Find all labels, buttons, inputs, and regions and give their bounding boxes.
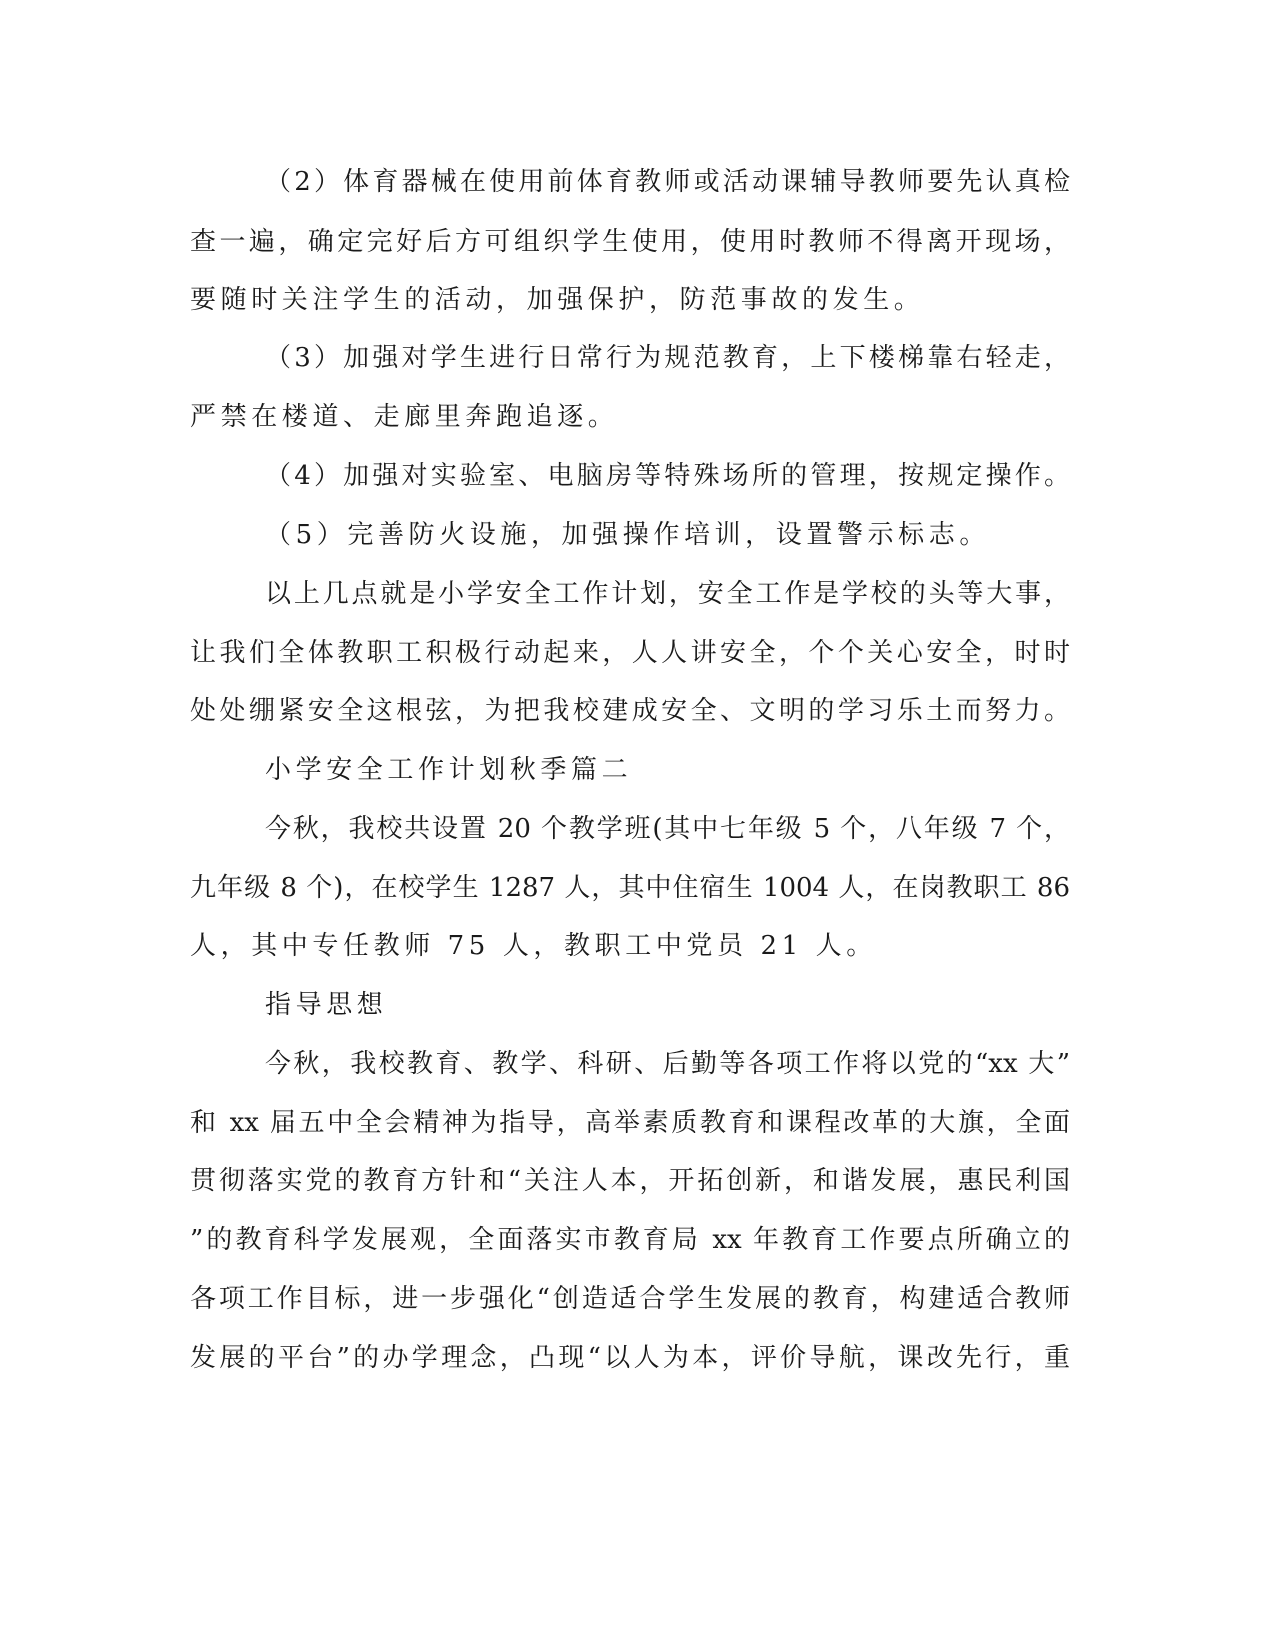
text-line: 今秋，我校教育、教学、科研、后勤等各项工作将以党的“xx 大” — [265, 1049, 1070, 1079]
section-heading: 指导思想 — [265, 990, 388, 1020]
text-line: 查一遍，确定完好后方可组织学生使用，使用时教师不得离开现场， — [190, 227, 1070, 257]
text-line: 要随时关注学生的活动，加强保护，防范事故的发生。 — [190, 285, 925, 315]
text-line: 九年级 8 个)，在校学生 1287 人，其中住宿生 1004 人，在岗教职工 86 — [190, 873, 1070, 903]
text-line: 和 xx 届五中全会精神为指导，高举素质教育和课程改革的大旗，全面 — [190, 1108, 1070, 1138]
text-line: （3）加强对学生进行日常行为规范教育，上下楼梯靠右轻走， — [265, 343, 1070, 373]
text-line: （4）加强对实验室、电脑房等特殊场所的管理，按规定操作。 — [265, 461, 1070, 491]
text-line: 以上几点就是小学安全工作计划，安全工作是学校的头等大事， — [265, 579, 1070, 609]
text-line: 各项工作目标，进一步强化“创造适合学生发展的教育，构建适合教师 — [190, 1284, 1070, 1314]
text-line: 让我们全体教职工积极行动起来，人人讲安全，个个关心安全，时时 — [190, 638, 1070, 668]
text-line: （5）完善防火设施，加强操作培训，设置警示标志。 — [265, 520, 990, 550]
section-heading: 小学安全工作计划秋季篇二 — [265, 755, 633, 785]
text-line: （2）体育器械在使用前体育教师或活动课辅导教师要先认真检 — [265, 167, 1070, 197]
text-line: 贯彻落实党的教育方针和“关注人本，开拓创新，和谐发展，惠民利国 — [190, 1166, 1070, 1196]
text-line: 今秋，我校共设置 20 个教学班(其中七年级 5 个，八年级 7 个， — [265, 814, 1070, 844]
text-line: ”的教育科学发展观，全面落实市教育局 xx 年教育工作要点所确立的 — [190, 1225, 1070, 1255]
text-line: 严禁在楼道、走廊里奔跑追逐。 — [190, 402, 619, 432]
text-line: 发展的平台”的办学理念，凸现“以人为本，评价导航，课改先行，重 — [190, 1343, 1070, 1373]
text-line: 人，其中专任教师 75 人，教职工中党员 21 人。 — [190, 931, 877, 961]
text-line: 处处绷紧安全这根弦，为把我校建成安全、文明的学习乐土而努力。 — [190, 696, 1070, 726]
